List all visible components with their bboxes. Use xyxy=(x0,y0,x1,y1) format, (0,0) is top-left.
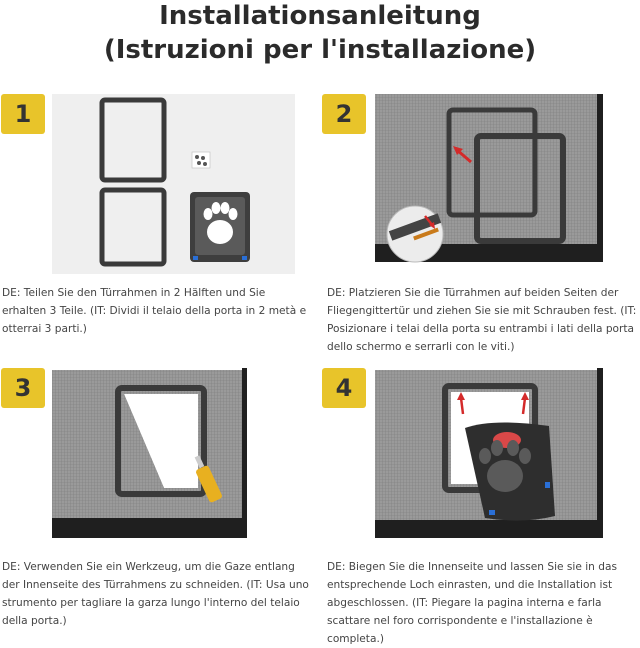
screwdriver-closeup-icon xyxy=(387,206,443,262)
step-1-description: DE: Teilen Sie den Türrahmen in 2 Hälften und Sie erhalten 3 Teile. (IT: Dividi il telaio della porta in 2 metà e otterrai 3 parti.) xyxy=(2,287,307,335)
page-subtitle: (Istruzioni per l'installazione) xyxy=(103,35,537,65)
step-2-badge: 2 xyxy=(322,94,366,134)
step-4-badge: 4 xyxy=(322,368,366,408)
screws-icon xyxy=(192,152,210,168)
step-3-image xyxy=(52,368,295,548)
step-3-badge: 3 xyxy=(1,368,45,408)
step-1-image xyxy=(52,94,295,274)
door-frame-half-bottom xyxy=(102,190,164,264)
page-title: Installationsanleitung xyxy=(159,1,481,31)
step-4-description: DE: Biegen Sie die Innenseite und lassen Sie sie in das entsprechende Loch einrasten, und die Installation ist abgeschlossen. (IT: Piegare la pagina interna e farla scattare nel foro corrispondente e l'installazione è completa.) xyxy=(327,561,618,645)
step-2-image xyxy=(373,94,616,274)
step-2-description: DE: Platzieren Sie die Türrahmen auf beiden Seiten der Fliegengittertür und ziehen Sie sie mit Schrauben fest. (IT: Posizionare i telai della porta su entrambi i lati della porta dello schermo e serrarli con le viti.) xyxy=(327,287,637,353)
step-1-badge: 1 xyxy=(1,94,45,134)
step-3-description: DE: Verwenden Sie ein Werkzeug, um die Gaze entlang der Innenseite des Türrahmens zu schneiden. (IT: Usa uno strumento per tagliare la garza lungo l'interno del telaio della porta.) xyxy=(2,561,309,627)
pet-door-icon xyxy=(190,192,250,262)
step-4-image xyxy=(373,368,616,548)
door-frame-half-top xyxy=(102,100,164,180)
